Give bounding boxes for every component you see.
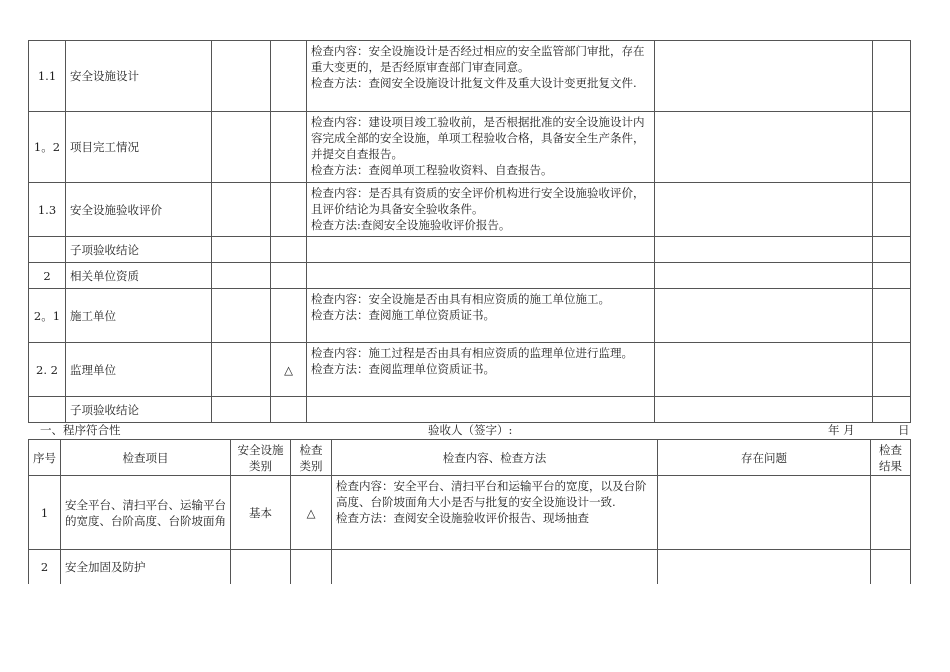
issue-cell — [655, 41, 873, 112]
check-type — [271, 112, 307, 183]
issue-cell — [655, 289, 873, 343]
check-item: 子项验收结论 — [66, 397, 212, 423]
row-number — [29, 397, 66, 423]
check-content-cell — [307, 289, 655, 343]
facility-category — [212, 237, 271, 263]
table-row — [29, 476, 911, 550]
facility-category — [231, 550, 291, 584]
section-title: 一、程序符合性 — [40, 423, 121, 437]
row-number: 2 — [29, 263, 66, 289]
header-category: 安全设施类别 — [231, 440, 291, 476]
check-item: 安全平台、清扫平台、运输平台的宽度、台阶高度、台阶坡面角 — [61, 476, 231, 550]
check-type — [271, 397, 307, 423]
row-number: 2。1 — [29, 289, 66, 343]
check-content-cell — [307, 263, 655, 289]
row-number: 2 — [29, 550, 61, 584]
check-item: 子项验收结论 — [66, 237, 212, 263]
result-cell — [871, 476, 911, 550]
check-content-cell — [332, 476, 658, 550]
check-content-text: 检查内容：建设项目竣工验收前，是否根据批准的安全设施设计内容完成全部的安全设施，单项工程验收合格，具备安全生产条件，并提交自查报告。 — [311, 115, 645, 161]
row-number: 1。2 — [29, 112, 66, 183]
check-type — [291, 550, 332, 584]
result-cell — [873, 289, 911, 343]
row-number — [29, 237, 66, 263]
issue-cell — [658, 550, 871, 584]
check-type — [271, 237, 307, 263]
result-cell — [873, 237, 911, 263]
result-cell — [873, 112, 911, 183]
row-number: 2. 2 — [29, 343, 66, 397]
check-method-text: 检查方法：查阅监理单位资质证书。 — [311, 362, 495, 376]
issue-cell — [658, 476, 871, 550]
check-item: 监理单位 — [66, 343, 212, 397]
result-cell — [873, 397, 911, 423]
check-type — [271, 289, 307, 343]
header-check-type: 检查类别 — [291, 440, 332, 476]
check-item: 安全加固及防护 — [61, 550, 231, 584]
check-method-text: 检查方法：查阅施工单位资质证书。 — [311, 308, 495, 322]
signature-label: 验收人（签字）: — [428, 423, 513, 437]
check-content-text: 检查内容：安全设施是否由具有相应资质的施工单位施工。 — [311, 292, 610, 306]
check-item: 安全设施验收评价 — [66, 183, 212, 237]
check-type — [271, 263, 307, 289]
header-item: 检查项目 — [61, 440, 231, 476]
check-content-cell — [307, 343, 655, 397]
check-content-cell — [307, 41, 655, 112]
header-result: 检查结果 — [871, 440, 911, 476]
table-row — [29, 237, 911, 263]
result-cell — [873, 41, 911, 112]
row-number: 1.3 — [29, 183, 66, 237]
check-method-text: 检查方法：查阅单项工程验收资料、自查报告。 — [311, 163, 553, 177]
check-content-cell — [307, 237, 655, 263]
facility-category — [212, 183, 271, 237]
facility-category — [212, 343, 271, 397]
facility-category — [212, 41, 271, 112]
issue-cell — [655, 263, 873, 289]
check-item: 相关单位资质 — [66, 263, 212, 289]
table-row — [29, 183, 911, 237]
facility-category — [212, 263, 271, 289]
check-type: △ — [291, 476, 332, 550]
check-method-text: 检查方法：查阅安全设施验收评价报告、现场抽查 — [336, 511, 589, 525]
issue-cell — [655, 343, 873, 397]
header-content: 检查内容、检查方法 — [332, 440, 658, 476]
date-year-month: 年 月 — [828, 423, 855, 437]
issue-cell — [655, 397, 873, 423]
issue-cell — [655, 183, 873, 237]
result-cell — [873, 183, 911, 237]
table-row — [29, 397, 911, 423]
check-type: △ — [271, 343, 307, 397]
check-item: 项目完工情况 — [66, 112, 212, 183]
check-content-text: 检查内容：是否具有资质的安全评价机构进行安全设施验收评价，且评价结论为具备安全验收条件。 — [311, 186, 645, 216]
check-method-text: 检查方法：查阅安全设施设计批复文件及重大设计变更批复文件. — [311, 76, 637, 90]
check-content-text: 检查内容：安全平台、清扫平台和运输平台的宽度，以及台阶高度、台阶坡面角大小是否与批复的安全设施设计一致. — [336, 479, 647, 509]
facility-category — [212, 289, 271, 343]
check-type — [271, 183, 307, 237]
check-method-text: 检查方法:查阅安全设施验收评价报告。 — [311, 218, 511, 232]
row-number: 1 — [29, 476, 61, 550]
date-day: 日 — [898, 423, 910, 437]
table-row — [29, 112, 911, 183]
row-number: 1.1 — [29, 41, 66, 112]
issue-cell — [655, 237, 873, 263]
facility-category — [212, 112, 271, 183]
header-no: 序号 — [29, 440, 61, 476]
result-cell — [873, 263, 911, 289]
header-issue: 存在问题 — [658, 440, 871, 476]
facility-category: 基本 — [231, 476, 291, 550]
inspection-table-upper — [28, 40, 911, 423]
check-type — [271, 41, 307, 112]
table-header-row — [29, 440, 911, 476]
issue-cell — [655, 112, 873, 183]
check-content-cell — [332, 550, 658, 584]
result-cell — [873, 343, 911, 397]
check-content-cell — [307, 397, 655, 423]
check-content-cell — [307, 112, 655, 183]
result-cell — [871, 550, 911, 584]
inspection-table-lower — [28, 439, 911, 584]
check-item: 施工单位 — [66, 289, 212, 343]
check-content-text: 检查内容：施工过程是否由具有相应资质的监理单位进行监理。 — [311, 346, 633, 360]
table-row — [29, 289, 911, 343]
table-row — [29, 343, 911, 397]
check-content-cell — [307, 183, 655, 237]
facility-category — [212, 397, 271, 423]
check-item: 安全设施设计 — [66, 41, 212, 112]
table-row — [29, 41, 911, 112]
check-content-text: 检查内容：安全设施设计是否经过相应的安全监管部门审批，存在重大变更的，是否经原审查部门审查同意。 — [311, 44, 645, 74]
table-row — [29, 263, 911, 289]
table-row — [29, 550, 911, 584]
